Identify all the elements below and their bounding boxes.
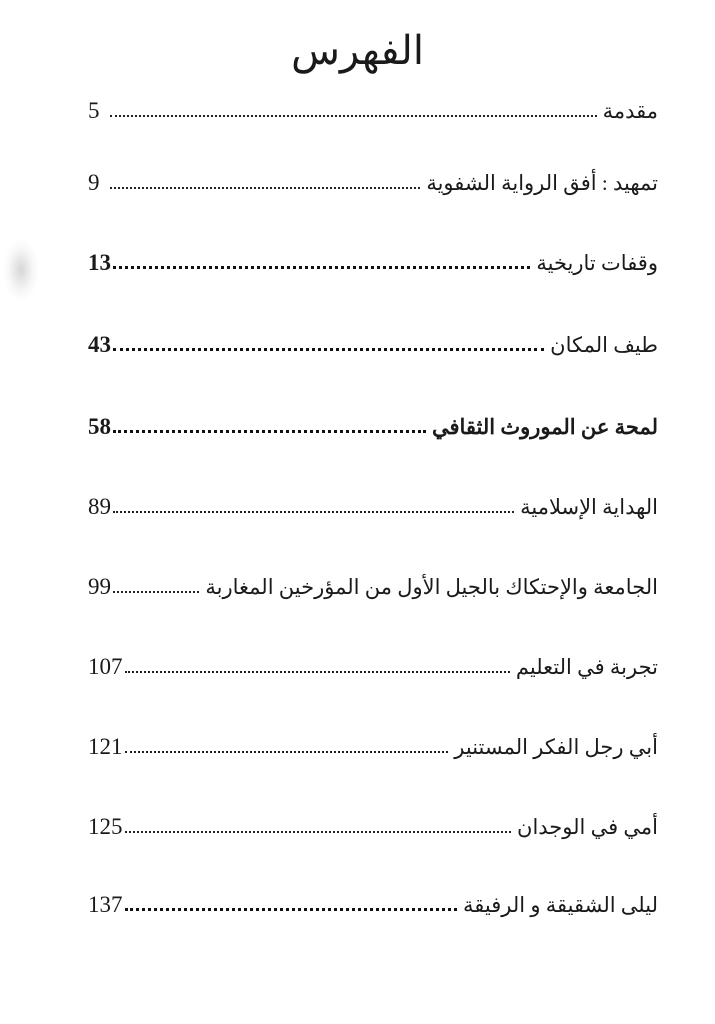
toc-leader-dots: [125, 908, 458, 911]
toc-entry: [88, 154, 658, 194]
scan-smudge: [4, 240, 38, 300]
toc-entry: [88, 718, 658, 758]
toc-entry: [88, 638, 658, 678]
toc-page-number: 89: [88, 494, 111, 519]
toc-leader-dots: [125, 671, 510, 673]
toc-entry-title: وقفات تاريخية: [536, 251, 658, 275]
toc-leader-dots: [113, 348, 544, 351]
toc-page-number: 43: [88, 332, 111, 357]
toc-entry: [88, 82, 658, 122]
toc-page-number: 121: [88, 734, 123, 759]
toc-leader-dots: [110, 187, 420, 189]
toc-leader-dots: [113, 430, 426, 433]
toc-entry: [88, 316, 658, 356]
toc-entry: [88, 876, 658, 916]
toc-entry-title: أمي في الوجدان: [517, 815, 658, 839]
toc-entry-title: لمحة عن الموروث الثقافي: [431, 415, 658, 439]
toc-entry: [88, 398, 658, 438]
toc-page-number: 5: [88, 98, 100, 123]
toc-leader-dots: [113, 591, 199, 593]
toc-page-number: 13: [88, 250, 111, 275]
toc-entry: [88, 478, 658, 518]
toc-entry-title: تجربة في التعليم: [515, 655, 658, 679]
toc-entry-title: تمهيد : أفق الرواية الشفوية: [426, 171, 658, 195]
toc-leader-dots: [125, 831, 512, 833]
toc-entry-title: الجامعة والإحتكاك بالجيل الأول من المؤرخين المغاربة: [205, 575, 658, 599]
toc-page-number: 125: [88, 814, 123, 839]
toc-entry-title: ليلى الشقيقة و الرفيقة: [463, 893, 658, 917]
toc-entry-title: الهداية الإسلامية: [520, 495, 658, 519]
toc-leader-dots: [125, 751, 449, 753]
toc-leader-dots: [113, 266, 530, 269]
toc-page-number: 107: [88, 654, 123, 679]
toc-leader-dots: [110, 115, 597, 117]
toc-entry: [88, 798, 658, 838]
toc-entry-title: طيف المكان: [550, 333, 658, 357]
page-title: الفهرس: [291, 28, 424, 74]
toc-entry: [88, 558, 658, 598]
toc-entry: [88, 234, 658, 274]
toc-page-number: 58: [88, 414, 111, 439]
toc-page-number: 9: [88, 170, 100, 195]
toc-entry-title: أبي رجل الفكر المستنير: [454, 735, 658, 759]
toc-page-number: 99: [88, 574, 111, 599]
toc-page-number: 137: [88, 892, 123, 917]
toc-leader-dots: [113, 511, 514, 513]
toc-entry-title: مقدمة: [602, 99, 658, 123]
